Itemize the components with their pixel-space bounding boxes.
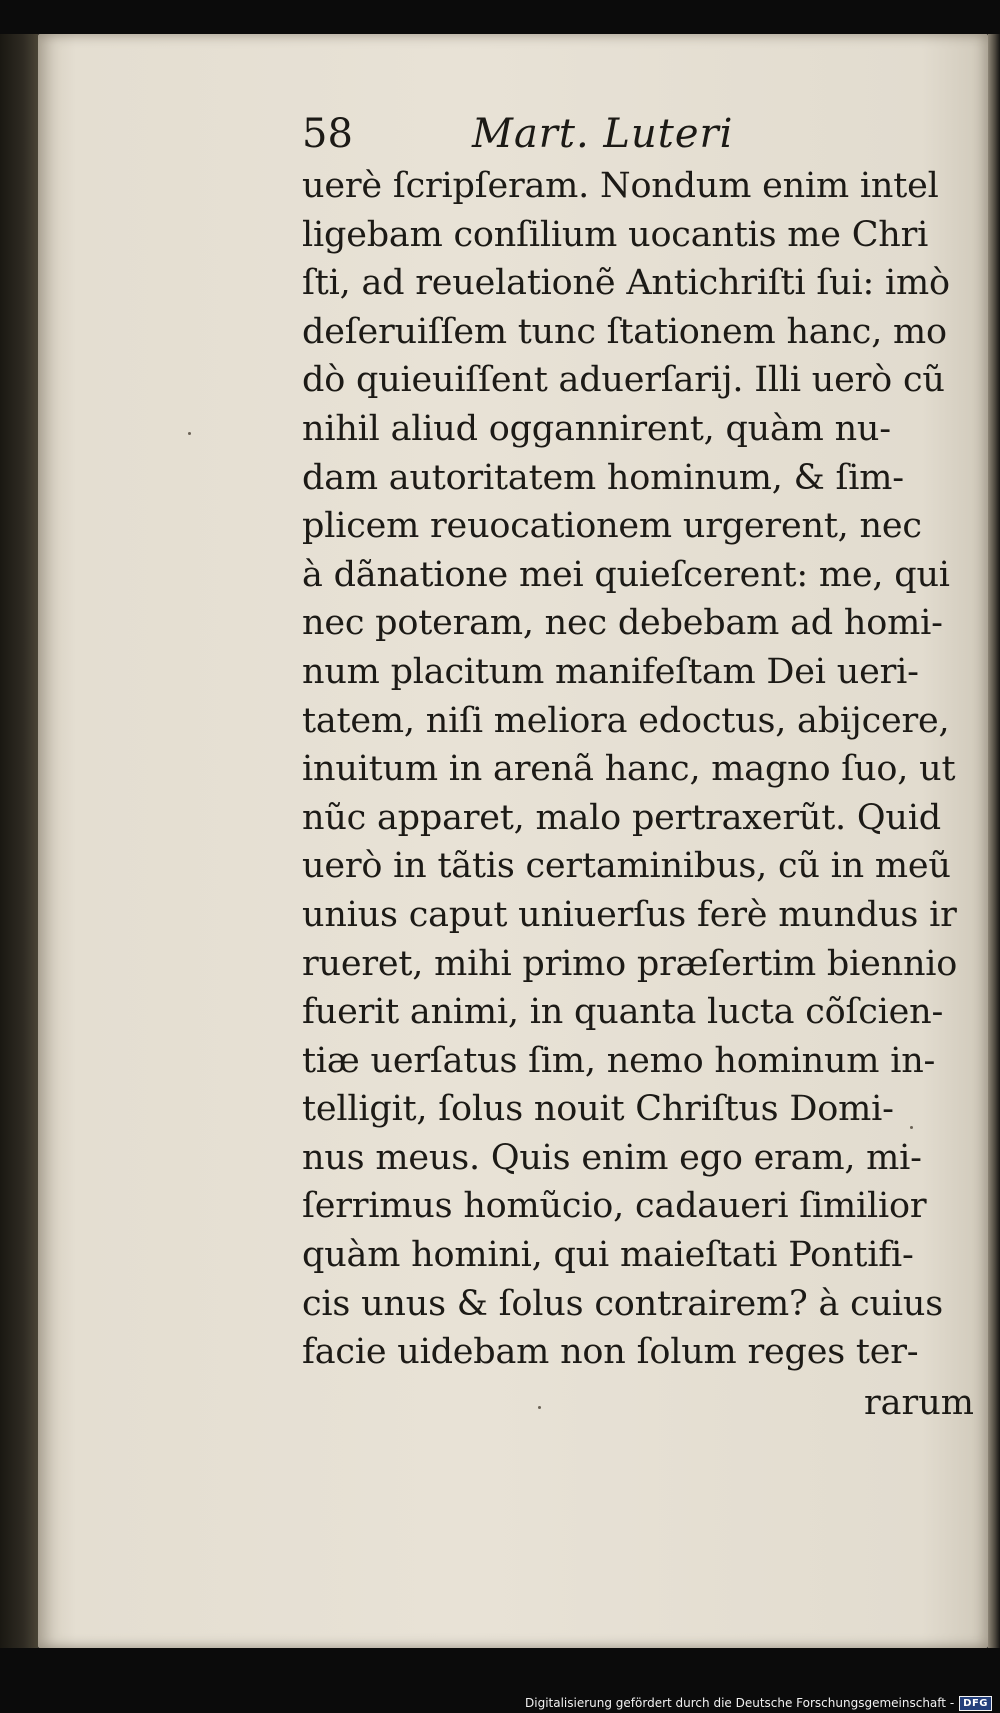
text-line: tiæ uerſatus ſim, nemo hominum in- (302, 1040, 936, 1081)
text-line: uerò in tãtis certaminibus, cũ in meũ (302, 846, 951, 887)
text-line: ligebam conſilium uocantis me Chri (302, 214, 929, 255)
running-head: Mart. Luteri (472, 111, 734, 157)
page-header (302, 106, 982, 162)
text-line: telligit, ſolus nouit Chriſtus Domi- (302, 1089, 894, 1130)
text-line: rueret, mihi primo præſertim biennio (302, 943, 958, 984)
text-line: deſeruiſſem tunc ſtationem hanc, mo (302, 311, 947, 352)
text-line: à dãnatione mei quieſcerent: me, qui (302, 554, 950, 595)
text-line: uerè ſcripſeram. Nondum enim intel (302, 166, 939, 206)
text-line: nus meus. Quis enim ego eram, mi- (302, 1137, 922, 1178)
text-line: ſerrimus homũcio, cadaueri ſimilior (302, 1186, 927, 1227)
text-line: quàm homini, qui maieſtati Pontifi- (302, 1235, 914, 1276)
text-line: nihil aliud oggannirent, quàm nu- (302, 408, 891, 449)
text-line: unius caput uniuerſus ferè mundus ir (302, 894, 957, 935)
text-line: dam autoritatem hominum, & ſim- (302, 457, 904, 498)
body-text (302, 162, 982, 1377)
text-line: ſti, ad reuelationẽ Antichriſti ſui: imò (302, 263, 950, 304)
book-spine-shadow (0, 34, 38, 1648)
paper-speck (188, 432, 191, 435)
text-line: facie uidebam non ſolum reges ter- (302, 1332, 919, 1373)
text-line: nec poteram, nec debebam ad homi- (302, 603, 943, 644)
funding-credit: Digitalisierung gefördert durch die Deutsche Forschungsgemeinschaft - (525, 1696, 955, 1710)
catchword: rarum (863, 1382, 974, 1423)
page-edge-shadow (988, 34, 1000, 1648)
digitization-footer (0, 1693, 1000, 1713)
page-number: 58 (302, 111, 353, 157)
text-line: tatem, niſi meliora edoctus, abijcere, (302, 700, 950, 741)
text-line: fuerit animi, in quanta lucta cõſcien- (302, 992, 944, 1033)
text-line: inuitum in arenã hanc, magno ſuo, ut (302, 749, 956, 790)
text-line: num placitum manifeſtam Dei ueri- (302, 651, 919, 692)
text-line: dò quieuiſſent aduerſarij. Illi uerò cũ (302, 360, 945, 401)
text-line: cis unus & ſolus contrairem? à cuius (302, 1283, 943, 1324)
dfg-logo: DFG (959, 1696, 992, 1711)
page-text-block (302, 106, 982, 1429)
text-line: nũc apparet, malo pertraxerũt. Quid (302, 797, 941, 838)
text-line: plicem reuocationem urgerent, nec (302, 506, 922, 547)
